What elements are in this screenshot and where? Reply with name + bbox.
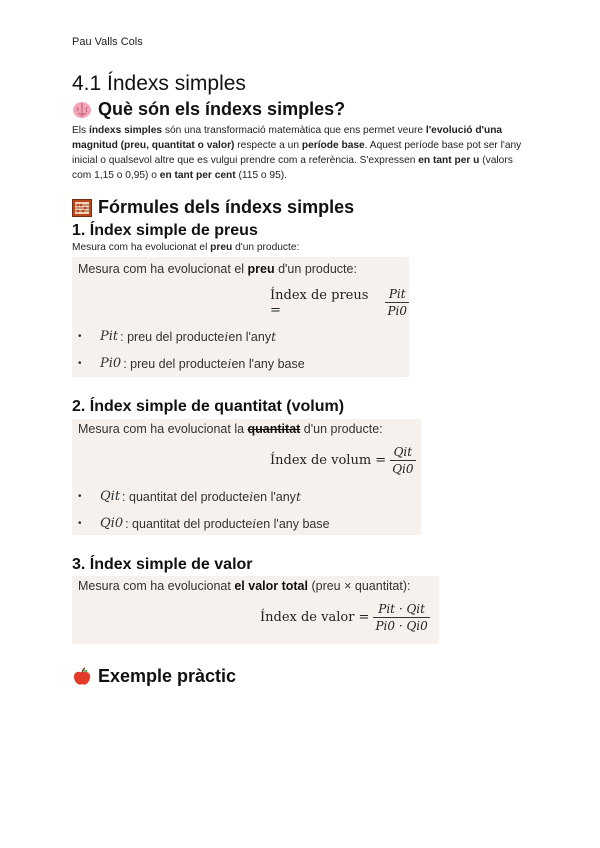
definition-paragraph: Els índexs simples són una transformació matemàtica que ens permet veure l'evolució d'una magnitud (preu, quantitat o valor) respecte a un període base. Aquest període base pot ser l'any inicial o qualsevol altre que es vulgui prendre com a referència. S'expressen en tant per u (valors com 1,15 o 0,95) o en tant per cent (115 o 95). <box>72 125 522 181</box>
subheading-value-index: 3. Índex simple de valor <box>72 556 253 573</box>
value-formula: Índex de valor = $\frac{\text{Pit · Qit}}{Pi0 \cdot Qi0}$ <box>260 602 428 633</box>
section-heading-text: Exemple pràctic <box>98 666 237 686</box>
subheading-price-index: 1. Índex simple de preus <box>72 222 258 239</box>
value-formula-box <box>72 576 439 644</box>
price-caption: Mesura com ha evolucionat el preu d'un producte: <box>72 242 300 253</box>
section-heading-definition <box>72 99 345 120</box>
abacus-icon <box>72 199 92 217</box>
price-bullet-current: • Pit : preu del producte i en l'any t <box>78 329 277 344</box>
quantity-box-intro: Mesura com ha evolucionat la quantitat d'un producte: <box>78 422 383 436</box>
quantity-formula-box <box>72 419 421 535</box>
author-name: Pau Valls Cols <box>72 36 143 48</box>
quantity-formula: Índex de volum = $\frac{\text{Qit}}{Qi0}$ <box>270 445 414 476</box>
brain-icon <box>72 101 92 119</box>
section-heading-example <box>72 666 236 687</box>
section-heading-text: Fórmules dels índexs simples <box>98 197 355 217</box>
price-bullet-base: • Pi0 : preu del producte i en l'any base <box>78 356 305 371</box>
price-formula-box <box>72 257 409 377</box>
section-heading-text: Què són els índexs simples? <box>98 99 346 119</box>
price-formula: Índex de preus = $\frac{\text{Pit}}{Pi0}$ <box>270 287 407 318</box>
apple-icon <box>72 667 92 687</box>
subheading-quantity-index: 2. Índex simple de quantitat (volum) <box>72 398 345 415</box>
quantity-bullet-current: • Qit : quantitat del producte i en l'any t <box>78 489 301 504</box>
section-heading-formulas <box>72 197 354 218</box>
value-box-intro: Mesura com ha evolucionat el valor total (preu × quantitat): <box>78 579 411 593</box>
quantity-bullet-base: • Qi0 : quantitat del producte i en l'any base <box>78 516 330 531</box>
price-box-intro: Mesura com ha evolucionat el preu d'un producte: <box>78 262 357 276</box>
page-title: 4.1 Índexs simples <box>72 72 246 95</box>
